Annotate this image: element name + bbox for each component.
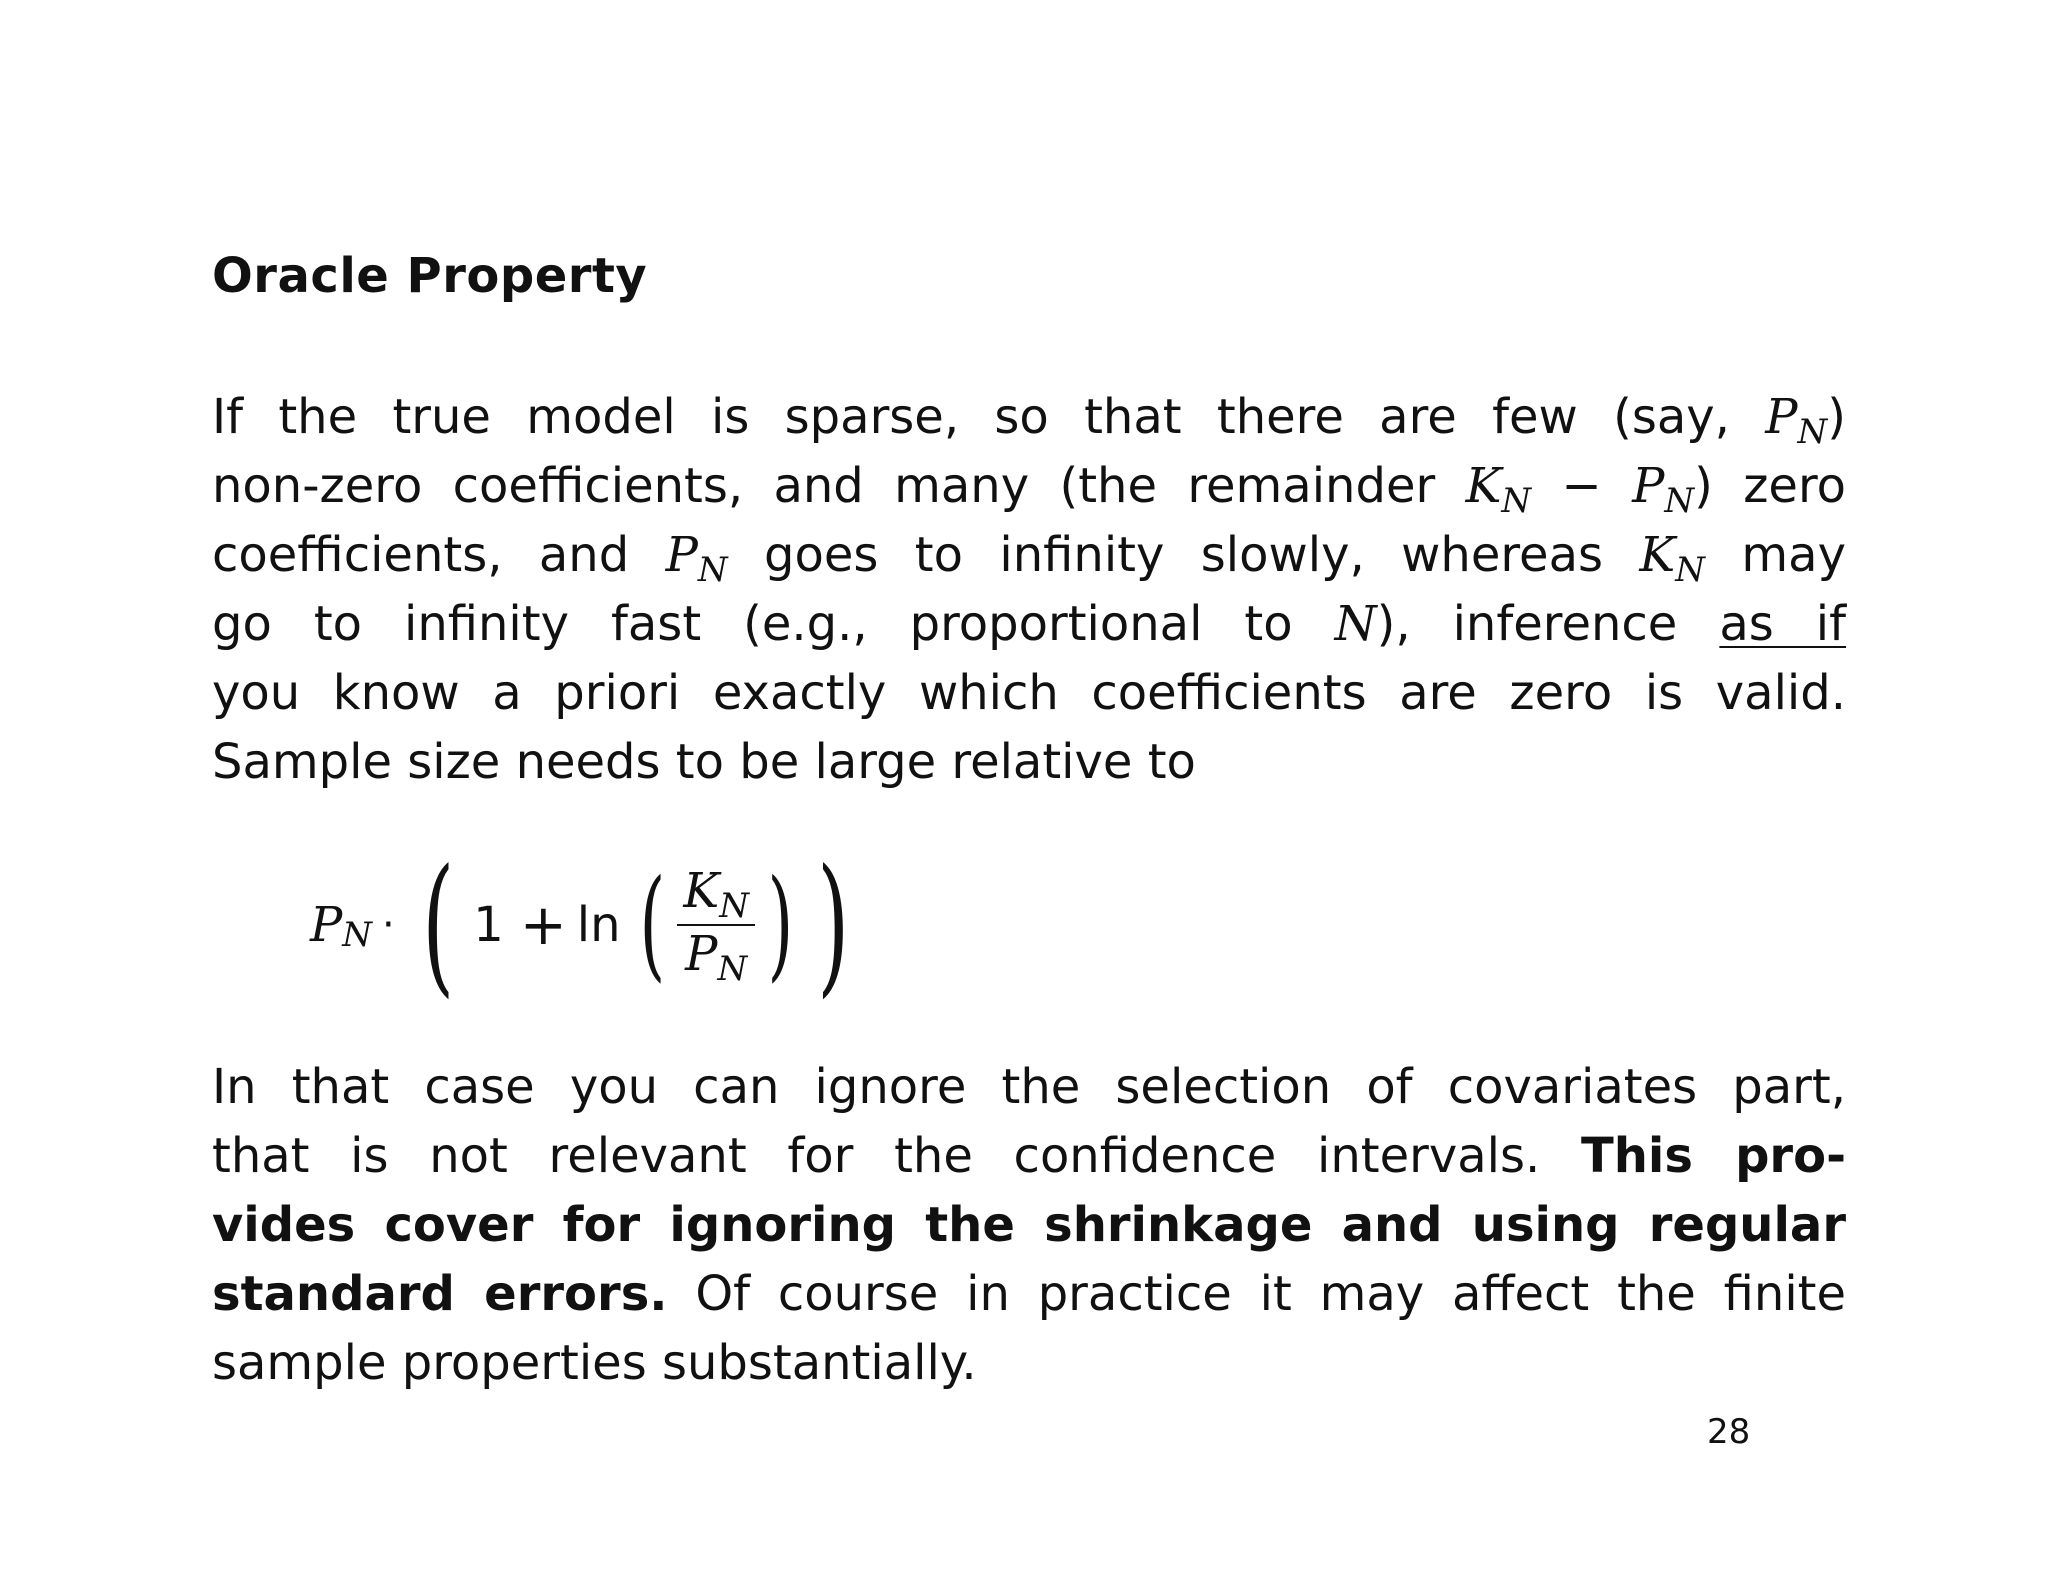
math-subscript: N [697,550,728,590]
text-span: non-zero coefficients, and many (the remainder [212,458,1466,514]
text-line [212,1122,1846,1191]
math-symbol: P [685,926,718,982]
math-symbol: K [683,863,720,919]
text-span: coefficients, and [212,527,666,583]
underlined-text: as if [1719,596,1846,652]
text-span: Of course in practice it may affect the finite [667,1266,1847,1322]
math-subscript: N [1675,550,1706,590]
text-line [212,452,1846,521]
paragraph-implications [212,1053,1846,1398]
math-function: ln [576,897,621,953]
fraction-numerator [677,863,755,924]
math-subscript: N [1797,412,1828,452]
page-number: 28 [1707,1412,1751,1452]
left-paren: ( [421,838,455,1012]
text-line [212,521,1846,590]
fraction [677,863,755,987]
text-line: In that case you can ignore the selection of covariates part, [212,1059,1846,1115]
math-operator: − [1531,458,1633,514]
text-span: If the true model is sparse, so that there are few (say, [212,389,1766,445]
bold-text-line: vides cover for ignoring the shrinkage and using regular [212,1197,1846,1253]
text-line: sample properties substantially. [212,1335,977,1391]
math-symbol: P [1632,458,1665,514]
math-symbol: K [1639,527,1676,583]
bold-text: This pro- [1580,1128,1847,1184]
math-operator: + [519,892,567,958]
text-line: Sample size needs to be large relative to [212,734,1196,790]
left-paren: ( [639,855,665,994]
text-line [212,590,1846,659]
math-subscript: N [342,915,373,955]
math-number: 1 [473,897,504,953]
math-symbol: N [1334,596,1377,652]
text-span: that is not relevant for the confidence intervals. [212,1128,1581,1184]
text-span: ) [1827,389,1846,445]
text-span: goes to infinity slowly, whereas [727,527,1640,583]
paragraph-oracle-definition [212,383,1846,797]
bold-text: standard errors. [212,1266,668,1322]
math-symbol: P [310,897,343,953]
math-symbol: K [1465,458,1502,514]
text-line [212,1260,1846,1329]
text-span: ) zero [1694,458,1846,514]
math-symbol: P [665,527,698,583]
text-span: ), inference [1376,596,1720,652]
math-operator: · [382,902,395,948]
math-subscript: N [1501,481,1532,521]
right-paren: ) [816,838,850,1012]
formula-sample-size [310,838,862,1012]
text-line: you know a priori exactly which coefficients are zero is valid. [212,665,1846,721]
slide-title: Oracle Property [212,248,648,304]
fraction-denominator [679,926,753,987]
math-symbol: P [1765,389,1798,445]
math-subscript: N [717,949,748,989]
math-subscript: N [1664,481,1695,521]
text-span: go to infinity fast (e.g., proportional to [212,596,1335,652]
right-paren: ) [767,855,794,994]
text-line [212,383,1846,452]
math-subscript: N [719,886,749,926]
text-span: may [1705,527,1846,583]
